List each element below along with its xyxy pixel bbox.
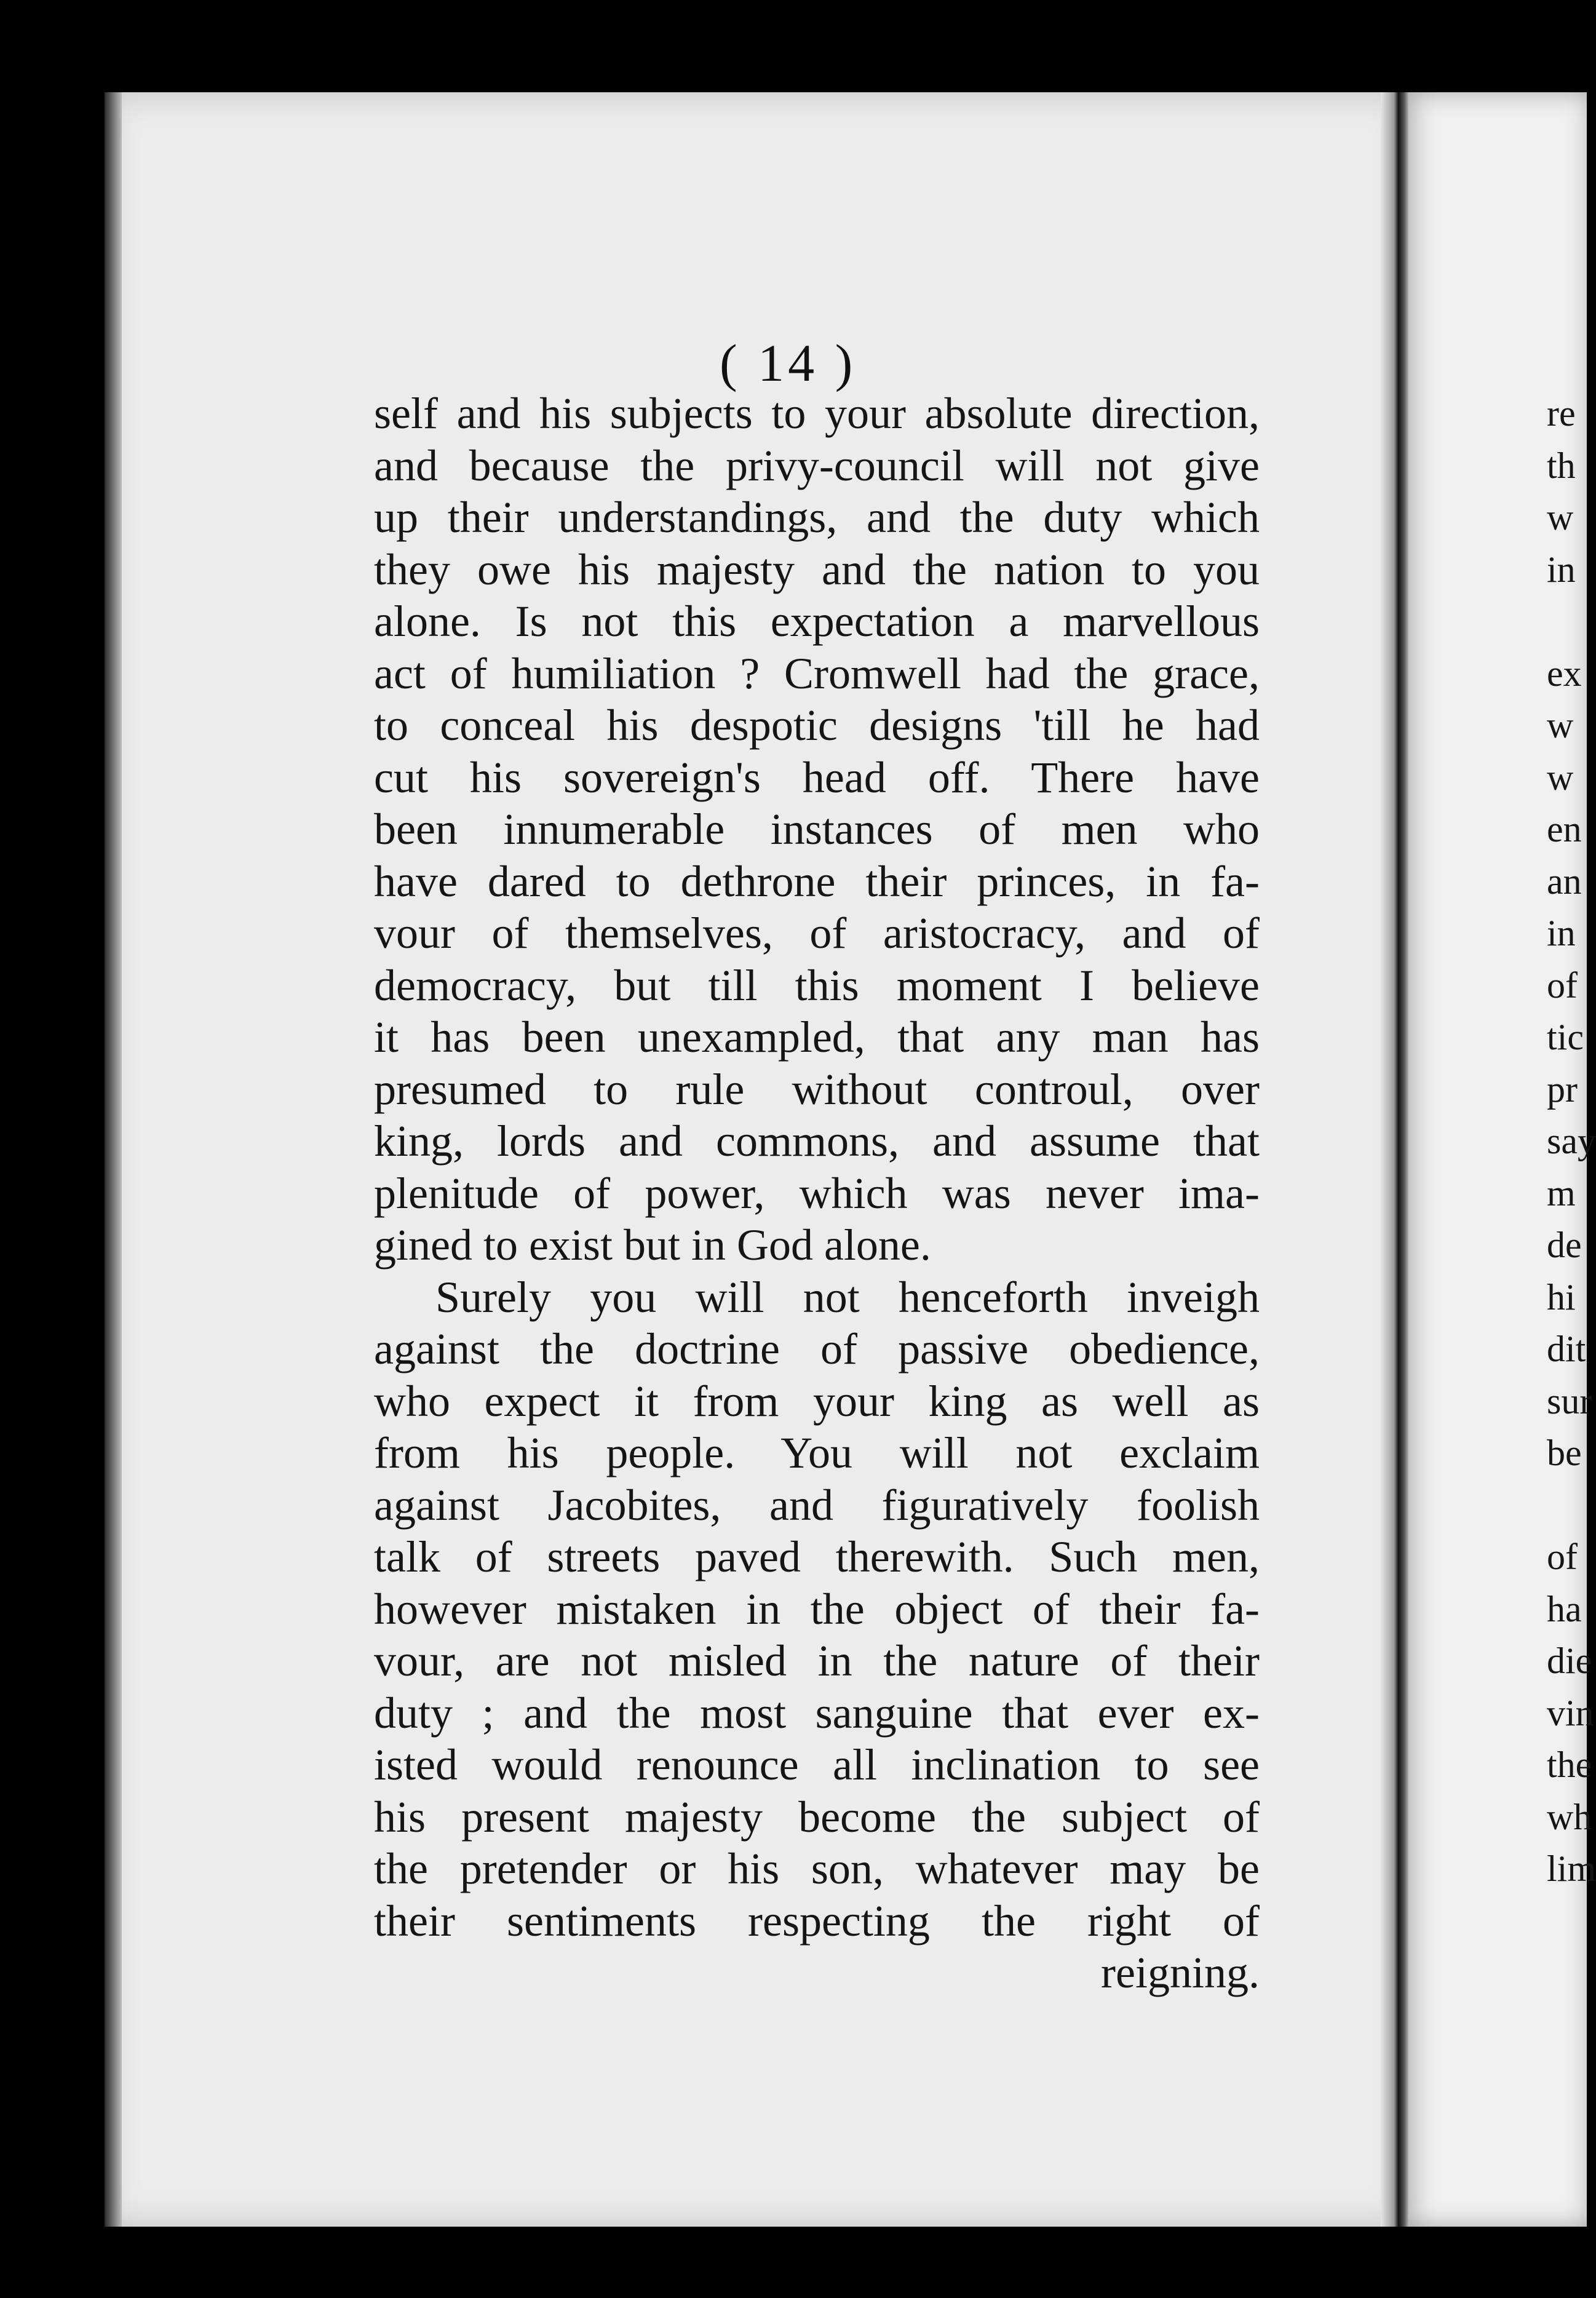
text-line: who expect it from your king as well as	[374, 1376, 1260, 1426]
text-line: isted would renounce all inclination to see	[374, 1740, 1260, 1789]
facing-fragment: w	[1547, 757, 1574, 798]
book-gutter	[1381, 92, 1410, 2227]
facing-fragment: say	[1547, 1121, 1596, 1161]
text-line: self and his subjects to your absolute direction,	[374, 389, 1260, 438]
text-line: democracy, but till this moment I believe	[374, 960, 1260, 1010]
facing-fragment: th	[1547, 445, 1576, 486]
text-line: king, lords and commons, and assume that	[374, 1116, 1260, 1166]
text-line: to conceal his despotic designs 'till he had	[374, 701, 1260, 750]
facing-fragment: re	[1547, 393, 1576, 434]
text-line: alone. Is not this expectation a marvellous	[374, 597, 1260, 646]
text-line: gined to exist but in God alone.	[374, 1220, 931, 1270]
text-line: from his people. You will not exclaim	[374, 1428, 1260, 1477]
catchword: reigning.	[1101, 1948, 1260, 1997]
text-line: vour of themselves, of aristocracy, and of	[374, 908, 1260, 958]
text-line: the pretender or his son, whatever may be	[374, 1844, 1260, 1893]
facing-fragment	[1547, 1479, 1587, 1532]
page-number: ( 14 )	[720, 333, 857, 392]
text-line: been innumerable instances of men who	[374, 805, 1260, 854]
text-line: have dared to dethrone their princes, in fa-	[374, 856, 1260, 906]
facing-fragment: die	[1547, 1640, 1592, 1681]
facing-fragment: wh	[1547, 1796, 1592, 1837]
facing-fragment: hi	[1547, 1276, 1576, 1318]
facing-fragment: pr	[1547, 1068, 1578, 1110]
facing-fragment: the	[1547, 1744, 1592, 1785]
facing-fragment: ex	[1547, 653, 1582, 694]
text-line: and because the privy-council will not give	[374, 440, 1260, 490]
facing-fragment: vin	[1547, 1692, 1594, 1733]
facing-fragment: w	[1547, 705, 1574, 745]
text-line: up their understandings, and the duty which	[374, 493, 1260, 542]
facing-fragment: an	[1547, 861, 1582, 902]
facing-fragment: lim	[1547, 1848, 1596, 1889]
facing-fragment: of	[1547, 964, 1578, 1006]
text-line: against the doctrine of passive obedience,	[374, 1324, 1260, 1374]
facing-fragment: en	[1547, 809, 1582, 849]
text-line: it has been unexampled, that any man has	[374, 1012, 1260, 1062]
facing-fragment: ha	[1547, 1588, 1582, 1629]
facing-fragment: sur	[1547, 1380, 1592, 1421]
text-line: his present majesty become the subject of	[374, 1792, 1260, 1842]
facing-fragment: m	[1547, 1172, 1576, 1214]
text-line: duty ; and the most sanguine that ever ex-	[374, 1688, 1260, 1738]
facing-fragment: dit	[1547, 1329, 1586, 1369]
text-line: against Jacobites, and figuratively foolish	[374, 1480, 1260, 1530]
facing-fragment: tic	[1547, 1017, 1584, 1057]
text-line: their sentiments respecting the right of	[374, 1896, 1260, 1946]
text-line: plenitude of power, which was never ima-	[374, 1168, 1260, 1218]
text-line: act of humiliation ? Cromwell had the grace,	[374, 648, 1260, 698]
text-line: however mistaken in the object of their fa-	[374, 1584, 1260, 1634]
facing-fragment: of	[1547, 1537, 1578, 1577]
facing-fragment: de	[1547, 1225, 1582, 1265]
facing-fragment: be	[1547, 1433, 1582, 1473]
text-line: Surely you will not henceforth inveigh	[435, 1272, 1260, 1322]
text-line: presumed to rule without controul, over	[374, 1064, 1260, 1114]
facing-fragment	[1547, 595, 1587, 648]
facing-page-text	[1547, 388, 1596, 1895]
text-line: cut his sovereign's head off. There have	[374, 752, 1260, 802]
text-line: talk of streets paved therewith. Such men,	[374, 1532, 1260, 1581]
facing-fragment: in	[1547, 913, 1576, 953]
text-line: they owe his majesty and the nation to you	[374, 544, 1260, 594]
text-line: vour, are not misled in the nature of their	[374, 1636, 1260, 1685]
facing-fragment: in	[1547, 549, 1576, 590]
body-text	[374, 388, 1260, 1999]
facing-fragment: w	[1547, 497, 1574, 538]
